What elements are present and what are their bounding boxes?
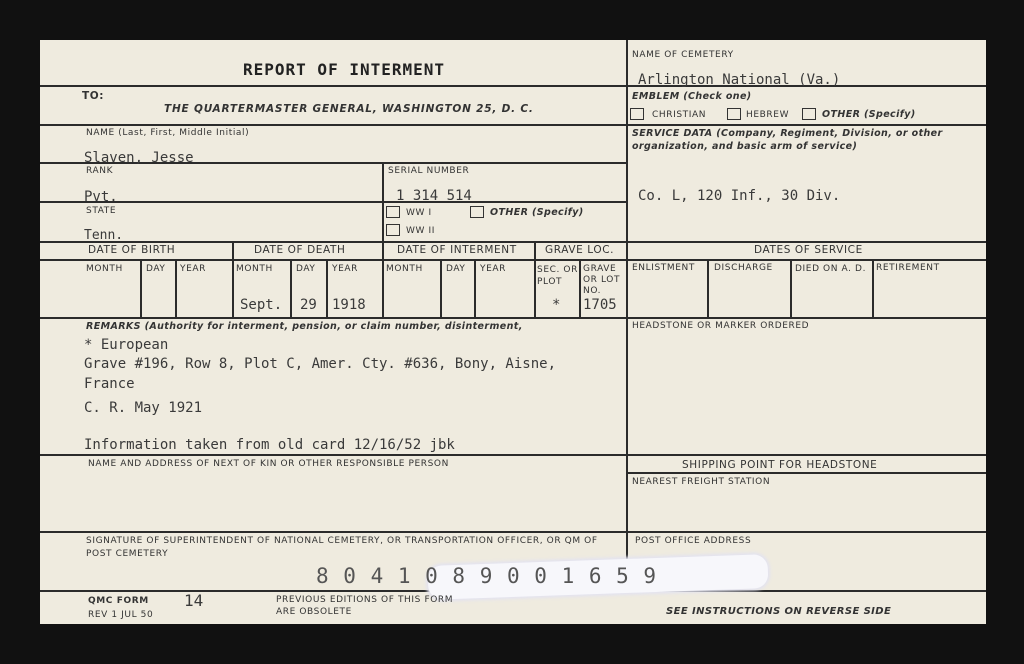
rule [40,531,986,533]
death-day-value: 29 [300,297,317,313]
name-label: NAME (Last, First, Middle Initial) [86,128,250,138]
service-value: Co. L, 120 Inf., 30 Div. [638,188,841,204]
death-day-col: DAY [296,264,316,274]
rule [626,40,628,590]
rule [140,259,142,317]
state-value: Tenn. [84,228,124,243]
form-number: 14 [184,591,204,610]
cemetery-value: Arlington National (Va.) [638,72,841,88]
war-other-checkbox[interactable] [470,206,484,218]
serial-label: SERIAL NUMBER [388,166,470,176]
rule [40,201,628,203]
remarks-line-4: C. R. May 1921 [84,400,203,416]
enlistment-col: ENLISTMENT [632,263,695,273]
dates-of-service-header: DATES OF SERVICE [754,244,863,256]
rule [40,454,986,456]
rule [790,259,792,317]
cemetery-label: NAME OF CEMETERY [632,50,734,60]
ww1-label: WW I [406,208,432,218]
rule [40,317,986,319]
kin-label: NAME AND ADDRESS OF NEXT OF KIN OR OTHER RESPONSIBLE PERSON [88,459,449,469]
rule [382,241,384,317]
interment-month-col: MONTH [386,264,423,274]
sec-plot-col: SEC. OR PLOT [537,265,578,287]
rule [40,85,628,87]
birth-day-col: DAY [146,264,166,274]
headstone-label: HEADSTONE OR MARKER ORDERED [632,321,810,331]
rule [534,241,536,317]
rule [440,259,442,317]
death-month-col: MONTH [236,264,273,274]
grave-lot-value: 1705 [583,297,617,313]
name-value: Slaven, Jesse [84,150,194,166]
service-label: SERVICE DATA (Company, Regiment, Division, or other organization, and basic arm of service) [632,128,943,152]
shipping-label: SHIPPING POINT FOR HEADSTONE [682,459,878,471]
qmc-form-label: QMC FORM [88,596,149,606]
instructions: SEE INSTRUCTIONS ON REVERSE SIDE [666,606,892,617]
ww2-checkbox[interactable] [386,224,400,236]
emblem-other-checkbox[interactable] [802,108,816,120]
rule [290,259,292,317]
rule [707,259,709,317]
state-label: STATE [86,206,117,216]
rule [40,241,986,243]
retirement-col: RETIREMENT [876,263,940,273]
rank-value: Pvt. [84,189,118,205]
prev-editions: PREVIOUS EDITIONS OF THIS FORM ARE OBSOLETE [276,595,454,617]
rule [40,124,628,126]
serial-value: 1 314 514 [396,188,472,204]
died-col: DIED ON A. D. [795,264,867,274]
to-value: THE QUARTERMASTER GENERAL, WASHINGTON 25, D. C. [164,103,534,115]
emblem-other-label: OTHER (Specify) [822,109,916,120]
hebrew-checkbox[interactable] [727,108,741,120]
rule [474,259,476,317]
rule [628,124,986,126]
rule [175,259,177,317]
interment-day-col: DAY [446,264,466,274]
rank-label: RANK [86,166,114,176]
ww2-label: WW II [406,226,435,236]
hebrew-label: HEBREW [746,110,790,120]
rule [382,162,384,241]
remarks-label: REMARKS (Authority for interment, pension, or claim number, disinterment, [86,321,523,332]
christian-label: CHRISTIAN [652,110,707,120]
remarks-line-1: * European [84,337,169,353]
discharge-col: DISCHARGE [714,263,773,273]
date-of-interment-header: DATE OF INTERMENT [397,244,517,256]
remarks-line-5: Information taken from old card 12/16/52 jbk [84,437,455,453]
grave-loc-header: GRAVE LOC. [545,244,615,256]
rule [326,259,328,317]
interment-card [40,40,986,624]
rule [628,472,986,474]
freight-label: NEAREST FREIGHT STATION [632,477,771,487]
grave-lot-col: GRAVE OR LOT NO. [583,264,621,296]
post-office-label: POST OFFICE ADDRESS [635,536,752,546]
form-title: REPORT OF INTERMENT [243,60,446,79]
birth-year-col: YEAR [180,264,206,274]
rev-label: REV 1 JUL 50 [88,610,154,620]
date-of-death-header: DATE OF DEATH [254,244,346,256]
death-year-value: 1918 [332,297,366,313]
ww1-checkbox[interactable] [386,206,400,218]
remarks-line-2: Grave #196, Row 8, Plot C, Amer. Cty. #636, Bony, Aisne, [84,356,557,372]
rule [40,259,986,261]
date-of-birth-header: DATE OF BIRTH [88,244,176,256]
remarks-line-3: France [84,376,135,392]
war-other-label: OTHER (Specify) [490,207,584,218]
rule [232,241,234,317]
signature-label: SIGNATURE OF SUPERINTENDENT OF NATIONAL CEMETERY, OR TRANSPORTATION OFFICER, OR QM OF POST CEMETERY [86,536,598,559]
stamped-number: 8 0 4 1 0 8 9 0 0 1 6 5 9 [316,564,658,588]
emblem-label: EMBLEM (Check one) [632,91,752,102]
death-month-value: Sept. [240,297,283,313]
interment-year-col: YEAR [480,264,506,274]
to-label: TO: [82,90,105,102]
christian-checkbox[interactable] [630,108,644,120]
death-year-col: YEAR [332,264,358,274]
grave-sec-value: * [552,297,561,313]
birth-month-col: MONTH [86,264,123,274]
